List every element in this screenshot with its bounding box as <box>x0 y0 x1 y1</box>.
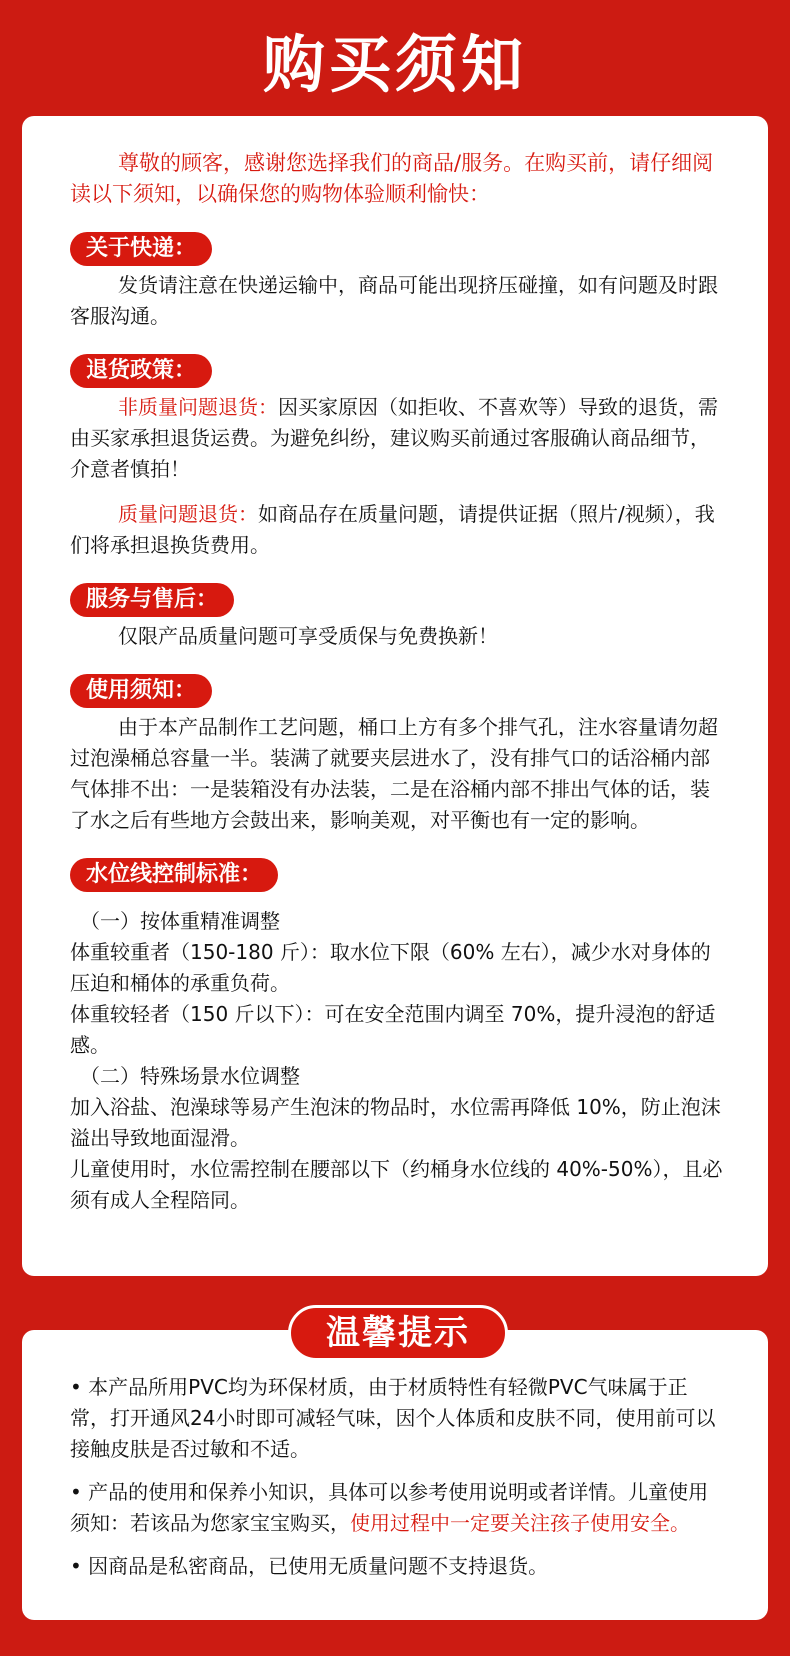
water-line2: 体重较轻者（150 斤以下）：可在安全范围内调至 70%，提升浸泡的舒适感。 <box>70 1002 716 1057</box>
delivery-section <box>70 232 724 332</box>
delivery-text: 发货请注意在快递运输中，商品可能出现挤压碰撞，如有问题及时跟客服沟通。 <box>70 273 718 328</box>
water-body <box>70 906 724 1216</box>
usage-section <box>70 674 724 836</box>
usage-text: 由于本产品制作工艺问题，桶口上方有多个排气孔，注水容量请勿超过泡澡桶总容量一半。装满了就要夹层进水了，没有排气口的话浴桶内部气体排不出：一是装箱没有办法装，二是在浴桶内部不排出气体的话，装了水之后有些地方会鼓出来，影响美观，对平衡也有一定的影响。 <box>70 715 718 832</box>
page-title: 购买须知 <box>262 28 527 101</box>
quality-return-body: 如商品存在质量问题，请提供证据（照片/视频），我们将承担退换货费用。 <box>70 502 715 557</box>
tip-2-text: • 产品的使用和保养小知识，具体可以参考使用说明或者详情。儿童使用须知：若该品为您家宝宝购买， <box>70 1480 709 1535</box>
service-heading: 服务与售后： <box>70 583 234 617</box>
tip-1: • 本产品所用PVC均为环保材质，由于材质特性有轻微PVC气味属于正常，打开通风24小时即可减轻气味，因个人体质和皮肤不同，使用前可以接触皮肤是否过敏和不适。 <box>70 1375 716 1461</box>
usage-heading: 使用须知： <box>70 674 212 708</box>
water-line1: 体重较重者（150-180 斤）：取水位下限（60% 左右），减少水对身体的压迫和桶体的承重负荷。 <box>70 940 711 995</box>
tip-3: • 因商品是私密商品，已使用无质量问题不支持退货。 <box>70 1554 549 1578</box>
returns-heading: 退货政策： <box>70 354 212 388</box>
quality-return-label: 质量问题退货： <box>118 502 258 526</box>
water-line4: 儿童使用时，水位需控制在腰部以下（约桶身水位线的 40%-50%），且必须有成人全程陪同。 <box>70 1157 723 1212</box>
nonquality-return-label: 非质量问题退货： <box>118 395 278 419</box>
water-section <box>70 858 724 1216</box>
intro-text: 尊敬的顾客，感谢您选择我们的商品/服务。在购买前，请仔细阅读以下须知，以确保您的购物体验顺利愉快： <box>70 151 714 206</box>
water-heading: 水位线控制标准： <box>70 858 278 892</box>
service-text: 仅限产品质量问题可享受质保与免费换新！ <box>118 624 498 648</box>
tips-heading: 温馨提示 <box>288 1305 508 1361</box>
returns-section <box>70 354 724 561</box>
nonquality-return-text <box>70 392 724 485</box>
delivery-heading: 关于快递： <box>70 232 212 266</box>
notice-card <box>22 116 768 1276</box>
water-sub2: （二）特殊场景水位调整 <box>80 1064 300 1088</box>
service-section <box>70 583 724 652</box>
quality-return-text <box>70 499 724 561</box>
tip-2 <box>70 1477 724 1539</box>
tips-card <box>22 1330 768 1620</box>
water-sub1: （一）按体重精准调整 <box>80 909 280 933</box>
tip-2-warning: 使用过程中一定要关注孩子使用安全。 <box>350 1511 690 1535</box>
water-line3: 加入浴盐、泡澡球等易产生泡沫的物品时，水位需再降低 10%，防止泡沫溢出导致地面湿滑。 <box>70 1095 721 1150</box>
nonquality-return-body: 因买家原因（如拒收、不喜欢等）导致的退货，需由买家承担退货运费。为避免纠纷，建议购买前通过客服确认商品细节，介意者慎拍！ <box>70 395 718 481</box>
